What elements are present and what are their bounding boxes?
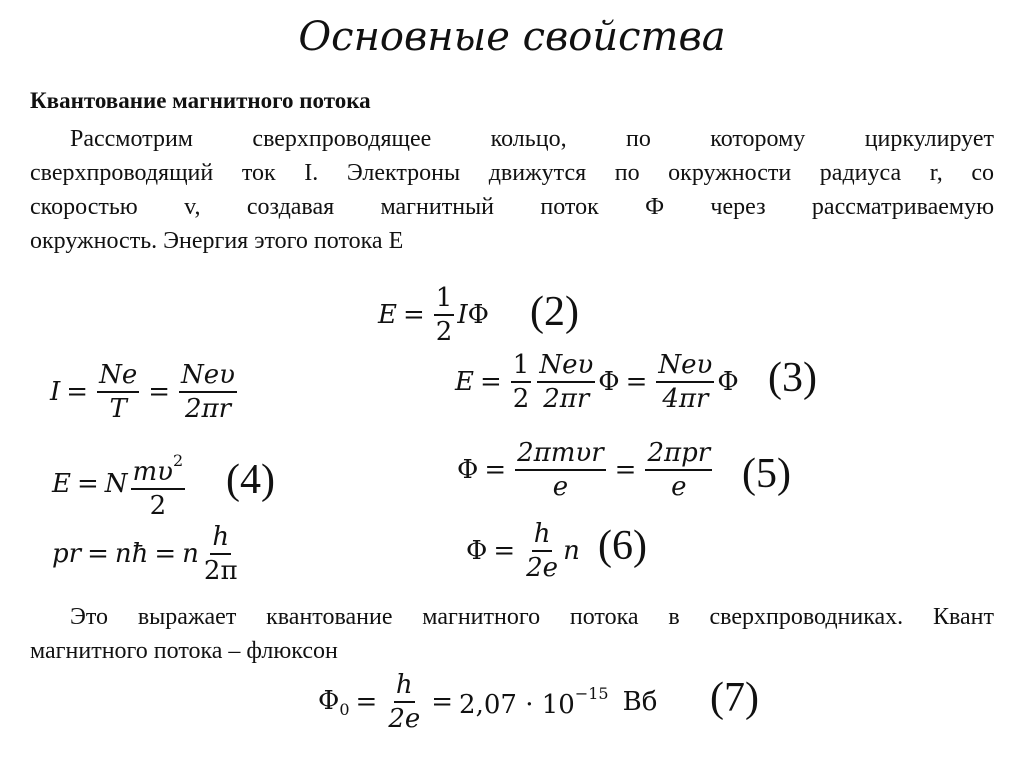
symbol-phi: Φ [598,367,620,397]
fraction [515,438,606,502]
equation-energy [378,283,489,347]
equation-number-5: (5) [742,451,791,497]
equation-energy-expanded [455,350,739,414]
equals-sign: = [484,455,507,485]
numerator: Neυ [537,350,595,383]
denominator: 2 [149,491,167,521]
denominator: 4πr [662,384,709,414]
equation-number-6: (6) [598,523,647,569]
flux-quantum-value [459,684,609,720]
fraction [386,670,422,734]
denominator: 2e [388,704,421,734]
equals-sign: = [614,455,637,485]
equation-number-7: (7) [710,675,759,721]
equals-sign: = [355,687,378,717]
numerator: h [210,522,231,555]
symbol-I: I [50,377,61,407]
fraction [537,350,595,414]
fraction [511,350,532,414]
symbol-n: n [563,536,580,566]
equation-kinetic-energy [52,446,188,521]
equation-momentum-quantization [52,522,243,586]
equals-sign: = [154,539,177,569]
numerator: h [394,670,415,703]
symbol-n-hbar: nħ [114,539,149,569]
symbol-phi: Φ [717,367,739,397]
numerator: Ne [97,360,139,393]
paragraph-line: скоростью v, создавая магнитный поток Ф через рассматриваемую [30,194,994,220]
numerator: Neυ [656,350,714,383]
symbol-n: n [182,539,199,569]
denominator: 2 [512,384,530,414]
symbol-N: N [104,468,128,499]
exponent: −15 [574,684,609,703]
symbol-phi0 [318,686,350,719]
numerator [131,446,186,490]
symbol-pr: pr [52,539,82,569]
mantissa: 2,07 · 10 [459,690,575,720]
numerator: 2πpr [645,438,712,471]
equals-sign: = [87,539,109,569]
equals-sign: = [493,536,516,566]
paragraph-line: Это выражает квантование магнитного потока в сверхпроводниках. Квант [70,604,994,630]
unit-weber: Вб [622,687,658,717]
denominator: 2πr [184,394,232,424]
numerator: h [532,519,553,552]
equals-sign: = [479,367,502,397]
equation-flux-quantized [466,519,580,583]
numerator: Neυ [179,360,237,393]
symbol-E: E [455,367,474,397]
paragraph-line: Рассмотрим сверхпроводящее кольцо, по которому циркулирует [70,126,994,152]
paragraph-line: магнитного потока – флюксон [30,638,338,664]
equals-sign: = [625,367,648,397]
equals-sign: = [431,687,454,717]
equation-number-4: (4) [226,457,275,503]
fraction [179,360,237,424]
fraction [202,522,240,586]
denominator: 2πr [543,384,590,414]
fraction [131,446,186,521]
denominator: 2 [435,317,453,347]
paragraph-line: сверхпроводящий ток I. Электроны движутся по окружности радиуса r, со [30,160,994,186]
denominator: 2π [203,556,238,586]
fraction [645,438,712,502]
fraction [656,350,714,414]
symbol-phi: Φ [466,536,488,566]
symbol-E: E [52,468,71,499]
numerator: 2πmυr [515,438,606,471]
paragraph-intro [30,122,994,258]
slide-title: Основные свойства [298,14,726,60]
symbol-phi: Φ [467,300,489,330]
equals-sign: = [402,300,425,330]
equals-sign: = [66,377,89,407]
symbol-I: I [457,300,468,330]
equation-flux [457,438,715,502]
equals-sign: = [76,468,99,499]
equation-flux-quantum [318,670,657,734]
fraction [524,519,560,583]
equals-sign: = [148,377,171,407]
exponent: 2 [173,451,184,470]
fraction [97,360,139,424]
denominator: e [671,472,687,502]
equation-number-3: (3) [768,355,817,401]
symbol-phi: Φ [457,455,479,485]
numerator: 1 [511,350,532,383]
section-heading: Квантование магнитного потока [30,88,371,113]
symbol-E: E [378,300,397,330]
symbol-phi: Φ [318,685,340,716]
numerator: 1 [434,283,455,316]
denominator: T [109,394,127,424]
equation-current [50,360,240,424]
subscript: 0 [339,699,350,719]
paragraph-line: окружность. Энергия этого потока Е [30,228,404,254]
denominator: e [552,472,569,502]
equation-number-2: (2) [530,289,579,335]
fraction [434,283,455,347]
symbol-mv: mυ [132,457,173,487]
paragraph-conclusion [30,600,994,668]
denominator: 2e [526,553,559,583]
